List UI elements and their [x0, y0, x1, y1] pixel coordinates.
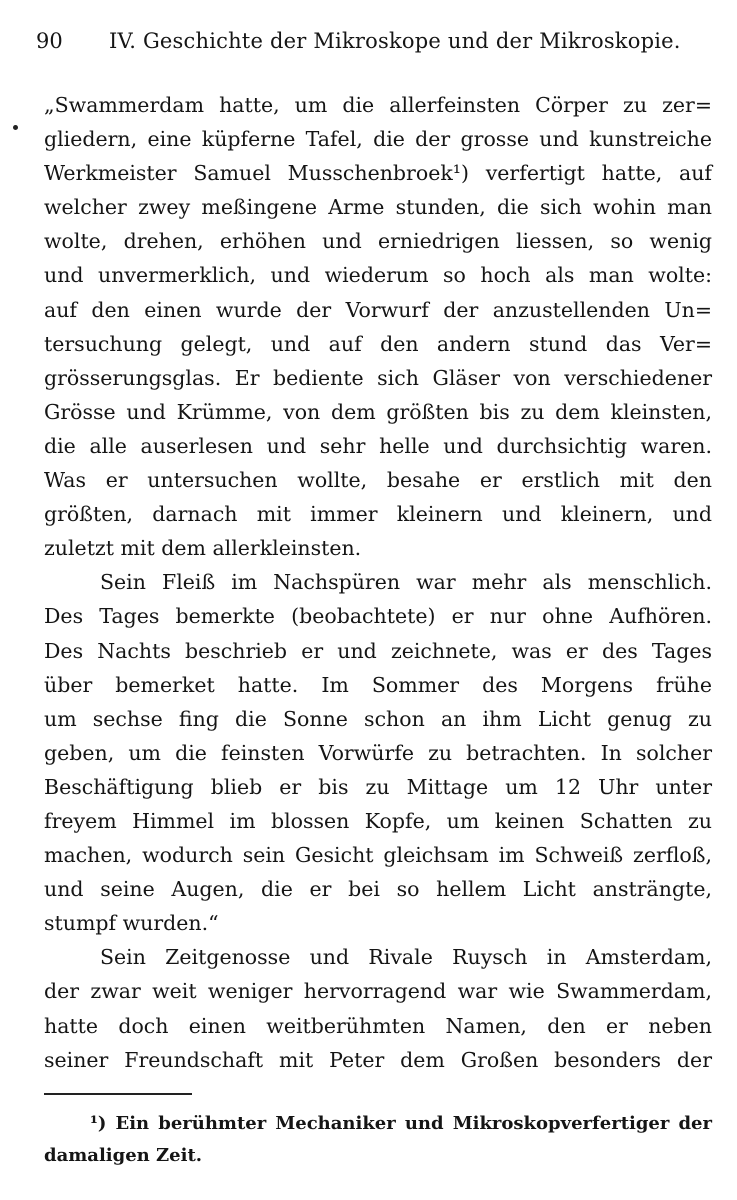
text-line: „Swammerdam hatte, um die allerfeinsten Cörper zu zer= [44, 93, 712, 117]
text-line: stumpf wurden.“ [44, 911, 219, 936]
text-line: wolte, drehen, erhöhen und erniedrigen liessen, so wenig [44, 229, 712, 254]
footnote-rule [44, 1093, 192, 1095]
text-line: Beschäftigung blieb er bis zu Mittage um 12 Uhr unter [44, 774, 712, 799]
text-line: und unvermerklich, und wiederum so hoch als man wolte: [44, 263, 712, 288]
footnote [44, 1108, 712, 1172]
text-line: Grösse und Krümme, von dem größten bis zu dem kleinsten, [44, 399, 712, 424]
text-line: zuletzt mit dem allerkleinsten. [44, 536, 362, 561]
text-line: der zwar weit weniger hervorragend war wie Swammerdam, [44, 979, 712, 1004]
text-line: geben, um die feinsten Vorwürfe zu betrachten. In solcher [44, 740, 712, 765]
text-line: über bemerket hatte. Im Sommer des Morgens frühe [44, 672, 712, 697]
text-line: um sechse fing die Sonne schon an ihm Licht genug zu [44, 706, 712, 731]
text-line: die alle auserlesen und sehr helle und durchsichtig waren. [44, 433, 712, 458]
text-line: gliedern, eine küpferne Tafel, die der grosse und kunstreiche [44, 127, 712, 152]
text-line: Was er untersuchen wollte, besahe er erstlich mit den [44, 468, 712, 493]
text-line: tersuchung gelegt, und auf den andern stund das Ver= [44, 331, 712, 356]
text-line: Des Nachts beschrieb er und zeichnete, was er des Tages [44, 638, 712, 663]
running-title: IV. Geschichte der Mikroskope und der Mikroskopie. [109, 29, 681, 53]
text-line: Sein Zeitgenosse und Rivale Ruysch in Amsterdam, [100, 945, 712, 970]
text-line: machen, wodurch sein Gesicht gleichsam im Schweiß zerfloß, [44, 843, 712, 868]
text-line: auf den einen wurde der Vorwurf der anzustellenden Un= [44, 297, 712, 322]
text-line: Werkmeister Samuel Musschenbroek¹) verfertigt hatte, auf [44, 161, 712, 186]
footnote-line: damaligen Zeit. [44, 1145, 203, 1166]
text-line: Des Tages bemerkte (beobachtete) er nur ohne Aufhören. [44, 604, 712, 629]
text-line: seiner Freundschaft mit Peter dem Großen besonders der [44, 1047, 712, 1072]
text-line: und seine Augen, die er bei so hellem Licht ansträngte, [44, 877, 712, 902]
text-line: Sein Fleiß im Nachspüren war mehr als menschlich. [100, 570, 712, 595]
margin-mark [13, 125, 18, 130]
text-line: hatte doch einen weitberühmten Namen, den er neben [44, 1013, 712, 1038]
text-line: grösserungsglas. Er bediente sich Gläser von verschiedener [44, 365, 712, 390]
text-line: freyem Himmel im blossen Kopfe, um keinen Schatten zu [44, 808, 712, 833]
running-head [36, 24, 716, 58]
footnote-line: ¹) Ein berühmter Mechaniker und Mikroskopverfertiger der [90, 1113, 712, 1134]
text-line: größten, darnach mit immer kleinern und kleinern, und [44, 502, 712, 527]
text-line: welcher zwey meßingene Arme stunden, die sich wohin man [44, 195, 712, 220]
body-text [44, 88, 712, 1077]
page-number: 90 [36, 29, 63, 53]
